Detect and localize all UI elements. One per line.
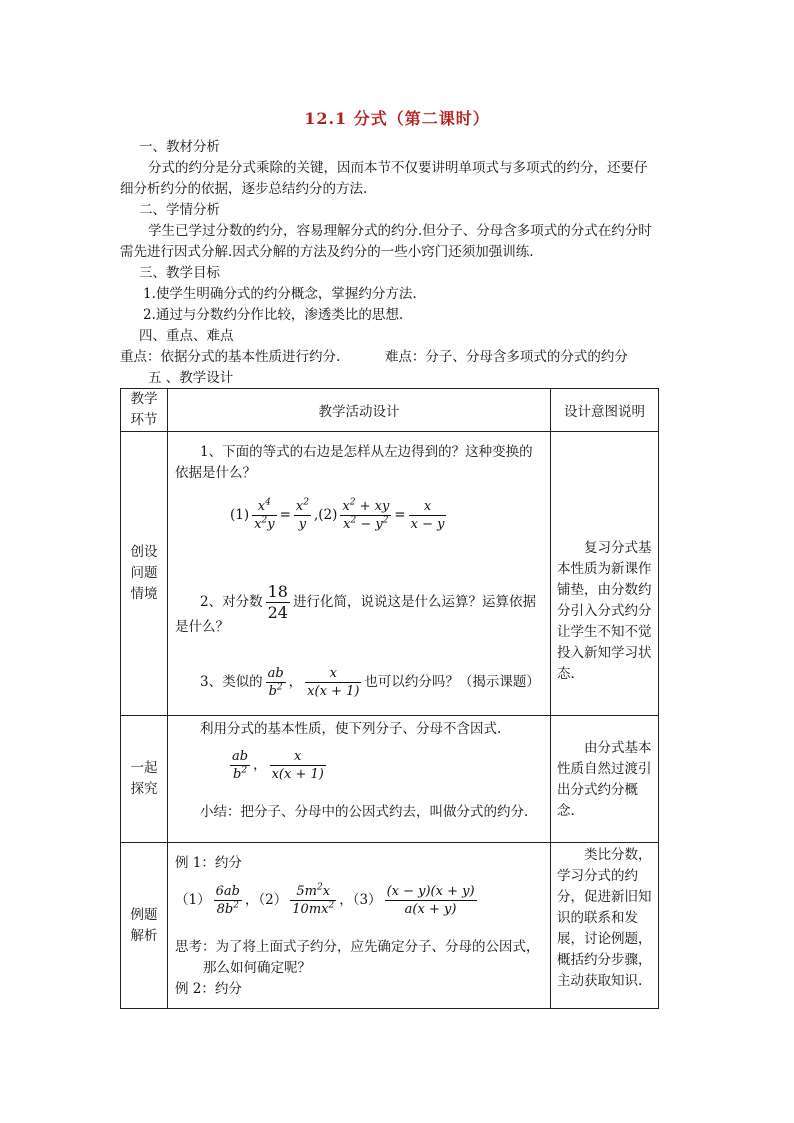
explore-text: 利用分式的基本性质，使下列分子、分母不含因式. — [200, 721, 502, 737]
stage-cell — [121, 843, 168, 1009]
example-1-expressions: （1） $\frac{6ab}{8b^2}$ ，（2） $\frac{5m^2x}{10mx^2}$ ，（3） $\frac{(x - y)(x + y)}{a(x + y)}$ — [175, 882, 475, 917]
stage-cell — [121, 716, 168, 843]
think-line-1: 思考：为了将上面式子约分，应先确定分子、分母的公因式， — [175, 939, 540, 955]
intent-text: 由分式基本性质自然过渡引出分式约分概念. — [557, 740, 652, 819]
question-2c: 是什么？ — [175, 619, 229, 635]
stage-label: 创设 问题 情境 — [130, 544, 158, 602]
activity-cell — [168, 716, 551, 843]
table-row — [121, 843, 659, 1009]
intent-cell — [551, 432, 659, 716]
header-intent: 设计意图说明 — [551, 389, 659, 432]
intent-cell — [551, 716, 659, 843]
difficulty: 难点：分子、分母含多项式的分式的约分 — [384, 349, 628, 365]
activity-cell — [168, 843, 551, 1009]
goal-item: 1.使学生明确分式的约分概念，掌握约分方法. — [143, 286, 417, 302]
paragraph: 细分析约分的依据，逐步总结约分的方法. — [120, 181, 368, 197]
section-heading-goals: 三、教学目标 — [139, 265, 220, 281]
activity-cell — [168, 432, 551, 716]
header-stage-label: 教学 环节 — [130, 391, 158, 428]
section-heading-design: 五 、教学设计 — [148, 370, 234, 386]
section-heading-analysis: 一、教材分析 — [139, 139, 220, 155]
stage-label: 一起 探究 — [130, 760, 158, 797]
header-activity: 教学活动设计 — [168, 389, 551, 432]
keypoint-text — [120, 347, 680, 367]
table-row — [121, 716, 659, 843]
stage-cell — [121, 432, 168, 716]
question-1a: 1、下面的等式的右边是怎样从左边得到的？这种变换的 — [200, 444, 533, 460]
question-2-prefix: 2、对分数 — [200, 594, 263, 610]
question-2-suffix: 进行化简，说说这是什么运算？运算依据 — [292, 594, 536, 610]
goal-item: 2.通过与分数约分作比较，渗透类比的思想. — [143, 307, 404, 323]
stage-label: 例题 解析 — [130, 906, 158, 944]
document-title: 12.1 分式（第二课时） — [304, 109, 490, 128]
keypoint: 重点：依据分式的基本性质进行约分. — [120, 349, 341, 365]
item-3-label: ，（3） — [339, 892, 382, 908]
example-2-label: 例 2：约分 — [175, 981, 242, 997]
intent-text: 复习分式基本性质为新课作铺垫，由分数约分引入分式约分让学生不知不觉投入新知学习状态. — [557, 540, 652, 682]
intent-cell — [551, 843, 659, 1009]
explore-fractions: $\frac{ab}{b^2}$ ， $\frac{x}{x(x + 1)}$ — [232, 749, 324, 782]
table-row — [121, 432, 659, 716]
item-2-label: ，（2） — [244, 892, 288, 908]
equation-1: (1) $\frac{x^4}{x^2y}$ = $\frac{x^2}{y}$ ,(2) $\frac{x^2 + xy}{x^2 - y^2}$ = $\frac{x}{x - y}$ — [230, 497, 445, 532]
item-1-label: （1） — [175, 892, 211, 908]
summary-text: 小结：把分子、分母中的公因式约去，叫做分式的约分. — [200, 804, 529, 820]
question-2a: 2、对分数 $\frac{18}{24}$ 进行化简，说说这是什么运算？运算依据 — [200, 582, 536, 622]
teaching-design-table — [120, 388, 659, 1009]
question-3: 3、类似的 $\frac{ab}{b^2}$ ， $\frac{x}{x(x + 1)}$ 也可以约分吗？（揭示课题） — [200, 666, 540, 699]
paragraph: 分式的约分是分式乘除的关键，因而本节不仅要讲明单项式与多项式的约分，还要仔 — [148, 160, 648, 176]
paragraph: 需先进行因式分解.因式分解的方法及约分的一些小窍门还须加强训练. — [120, 244, 534, 260]
section-heading-students: 二、学情分析 — [139, 202, 220, 218]
paragraph: 学生已学过分数的约分，容易理解分式的约分.但分子、分母含多项式的分式在约分时 — [148, 223, 652, 239]
example-1-label: 例 1：约分 — [175, 855, 242, 871]
question-3-suffix: 也可以约分吗？（揭示课题） — [364, 674, 540, 690]
table-header-row — [121, 389, 659, 432]
question-1b: 依据是什么？ — [175, 465, 256, 481]
intent-text: 类比分数，学习分式的约分，促进新旧知识的联系和发展，讨论例题，概括约分步骤，主动获取知识. — [557, 847, 652, 989]
section-heading-keypoints: 四、重点、难点 — [139, 328, 234, 344]
think-line-2: 那么如何确定呢？ — [203, 960, 311, 976]
header-stage — [121, 389, 168, 432]
question-3-prefix: 3、类似的 — [200, 674, 263, 690]
